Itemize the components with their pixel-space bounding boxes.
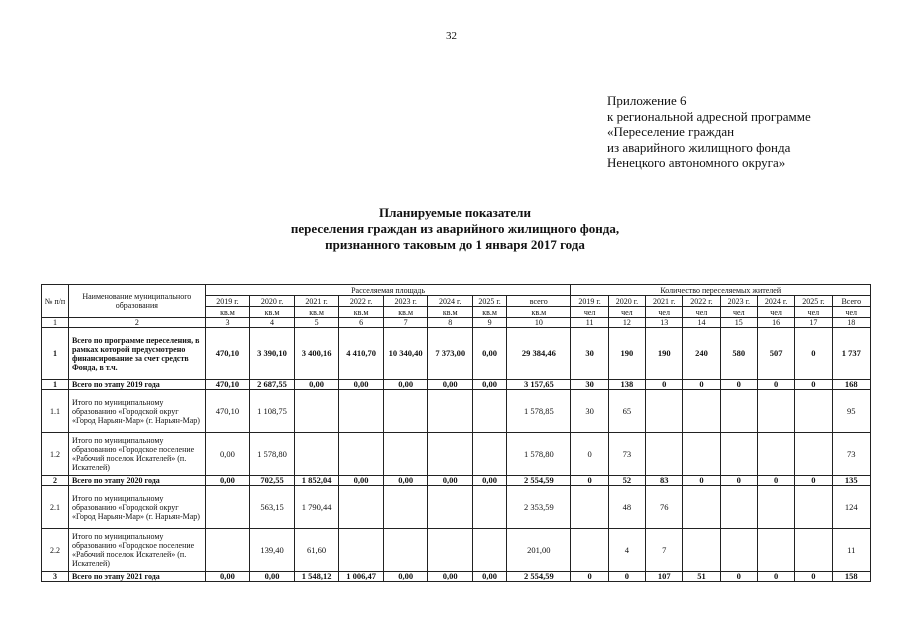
area-value: 1 790,44 xyxy=(294,486,339,529)
people-value: 73 xyxy=(608,433,645,476)
area-value: 1 548,12 xyxy=(294,572,339,582)
people-value: 11 xyxy=(832,529,870,572)
row-name: Итого по муниципальному образованию «Городской округ «Город Нарьян-Мар» (г. Нарьян-Мар) xyxy=(68,486,205,529)
people-value: 0 xyxy=(683,476,720,486)
area-value xyxy=(339,433,384,476)
appendix-line: из аварийного жилищного фонда xyxy=(607,139,791,155)
row-number: 1.2 xyxy=(42,433,69,476)
people-value xyxy=(795,433,832,476)
people-value xyxy=(683,529,720,572)
people-value: 30 xyxy=(571,328,608,380)
people-value xyxy=(757,390,794,433)
municipality-row xyxy=(42,433,871,476)
people-value: 507 xyxy=(757,328,794,380)
header-area-unit: кв.м xyxy=(339,307,384,318)
people-value: 83 xyxy=(646,476,683,486)
appendix-block xyxy=(607,93,811,171)
people-value: 0 xyxy=(757,476,794,486)
header-people-year: 2021 г. xyxy=(646,296,683,307)
area-value xyxy=(428,529,473,572)
header-area-unit: кв.м xyxy=(507,307,571,318)
column-number: 12 xyxy=(608,318,645,328)
column-number: 15 xyxy=(720,318,757,328)
resettlement-table xyxy=(41,284,871,582)
stage-total-row xyxy=(42,476,871,486)
area-value xyxy=(383,433,428,476)
people-value xyxy=(683,390,720,433)
area-value: 0,00 xyxy=(339,380,384,390)
area-value: 0,00 xyxy=(383,476,428,486)
area-value: 563,15 xyxy=(250,486,295,529)
people-value: 30 xyxy=(571,390,608,433)
area-value: 2 353,59 xyxy=(507,486,571,529)
people-value: 0 xyxy=(571,572,608,582)
area-value: 3 157,65 xyxy=(507,380,571,390)
title-line: признанного таковым до 1 января 2017 года xyxy=(325,237,585,252)
area-value: 2 554,59 xyxy=(507,572,571,582)
area-value: 0,00 xyxy=(472,328,506,380)
header-people-unit: чел xyxy=(571,307,608,318)
people-value: 107 xyxy=(646,572,683,582)
header-people-year: 2022 г. xyxy=(683,296,720,307)
municipality-row xyxy=(42,486,871,529)
people-value: 48 xyxy=(608,486,645,529)
area-value xyxy=(339,486,384,529)
area-value: 702,55 xyxy=(250,476,295,486)
area-value: 470,10 xyxy=(205,328,250,380)
header-area-unit: кв.м xyxy=(383,307,428,318)
area-value xyxy=(205,486,250,529)
header-people-unit: чел xyxy=(832,307,870,318)
people-value: 0 xyxy=(683,380,720,390)
people-value: 240 xyxy=(683,328,720,380)
people-value xyxy=(720,529,757,572)
header-area-unit: кв.м xyxy=(472,307,506,318)
header-people-unit: чел xyxy=(795,307,832,318)
people-value: 580 xyxy=(720,328,757,380)
people-value: 73 xyxy=(832,433,870,476)
header-area-year: 2019 г. xyxy=(205,296,250,307)
people-value: 0 xyxy=(795,476,832,486)
people-value: 158 xyxy=(832,572,870,582)
area-value: 0,00 xyxy=(472,476,506,486)
area-value xyxy=(383,390,428,433)
document-title xyxy=(260,205,650,253)
row-name: Всего по этапу 2020 года xyxy=(68,476,205,486)
people-value: 1 737 xyxy=(832,328,870,380)
column-number: 8 xyxy=(428,318,473,328)
people-value: 0 xyxy=(795,328,832,380)
people-value: 124 xyxy=(832,486,870,529)
area-value: 4 410,70 xyxy=(339,328,384,380)
municipality-row xyxy=(42,529,871,572)
header-area-year: всего xyxy=(507,296,571,307)
stage-total-row xyxy=(42,380,871,390)
header-people-unit: чел xyxy=(646,307,683,318)
area-value: 29 384,46 xyxy=(507,328,571,380)
area-value: 2 687,55 xyxy=(250,380,295,390)
area-value: 139,40 xyxy=(250,529,295,572)
column-number: 9 xyxy=(472,318,506,328)
area-value xyxy=(472,486,506,529)
people-value: 0 xyxy=(571,433,608,476)
area-value: 1 578,80 xyxy=(507,433,571,476)
row-name: Итого по муниципальному образованию «Городской округ «Город Нарьян-Мар» (г. Нарьян-Мар) xyxy=(68,390,205,433)
people-value xyxy=(646,390,683,433)
people-value xyxy=(720,390,757,433)
header-people-year: 2020 г. xyxy=(608,296,645,307)
people-value: 51 xyxy=(683,572,720,582)
appendix-line: Приложение 6 xyxy=(607,93,687,108)
area-value: 470,10 xyxy=(205,390,250,433)
column-number: 6 xyxy=(339,318,384,328)
row-name: Итого по муниципальному образованию «Городское поселение «Рабочий поселок Искателей» (п. Искателей) xyxy=(68,529,205,572)
header-area-year: 2021 г. xyxy=(294,296,339,307)
area-value: 470,10 xyxy=(205,380,250,390)
area-value xyxy=(205,529,250,572)
people-value: 190 xyxy=(608,328,645,380)
header-people-unit: чел xyxy=(608,307,645,318)
header-people-year: 2025 г. xyxy=(795,296,832,307)
area-value xyxy=(472,390,506,433)
header-name: Наименование муниципального образования xyxy=(68,285,205,318)
column-number: 17 xyxy=(795,318,832,328)
people-value: 0 xyxy=(795,572,832,582)
people-value xyxy=(795,486,832,529)
area-value: 0,00 xyxy=(428,572,473,582)
header-area-unit: кв.м xyxy=(250,307,295,318)
title-line: Планируемые показатели xyxy=(379,205,531,220)
appendix-line: Ненецкого автономного округа» xyxy=(607,155,786,171)
municipality-row xyxy=(42,390,871,433)
column-number: 3 xyxy=(205,318,250,328)
people-value xyxy=(720,486,757,529)
title-line: переселения граждан из аварийного жилищного фонда, xyxy=(290,221,620,236)
column-number: 18 xyxy=(832,318,870,328)
people-value: 65 xyxy=(608,390,645,433)
row-name: Всего по программе переселения, в рамках которой предусмотрено финансирование за счет средств Фонда, в т.ч. xyxy=(68,328,205,380)
row-number: 3 xyxy=(42,572,69,582)
area-value: 1 108,75 xyxy=(250,390,295,433)
area-value: 0,00 xyxy=(339,476,384,486)
people-value: 52 xyxy=(608,476,645,486)
row-name: Итого по муниципальному образованию «Городское поселение «Рабочий поселок Искателей» (п. Искателей) xyxy=(68,433,205,476)
column-number: 2 xyxy=(68,318,205,328)
people-value: 168 xyxy=(832,380,870,390)
area-value xyxy=(472,529,506,572)
area-value: 0,00 xyxy=(250,572,295,582)
header-people-unit: чел xyxy=(683,307,720,318)
column-number: 10 xyxy=(507,318,571,328)
header-people-unit: чел xyxy=(720,307,757,318)
people-value: 95 xyxy=(832,390,870,433)
area-value: 0,00 xyxy=(428,380,473,390)
people-value: 190 xyxy=(646,328,683,380)
column-number: 13 xyxy=(646,318,683,328)
column-number: 14 xyxy=(683,318,720,328)
area-value: 0,00 xyxy=(472,572,506,582)
area-value: 3 390,10 xyxy=(250,328,295,380)
area-value: 10 340,40 xyxy=(383,328,428,380)
people-value: 0 xyxy=(571,476,608,486)
people-value: 76 xyxy=(646,486,683,529)
row-number: 1 xyxy=(42,328,69,380)
header-area-unit: кв.м xyxy=(205,307,250,318)
area-value xyxy=(383,486,428,529)
program-total-row xyxy=(42,328,871,380)
area-value: 0,00 xyxy=(383,572,428,582)
area-value: 3 400,16 xyxy=(294,328,339,380)
appendix-line: «Переселение граждан xyxy=(607,124,735,140)
area-value: 0,00 xyxy=(205,476,250,486)
area-value: 61,60 xyxy=(294,529,339,572)
header-people-year: 2023 г. xyxy=(720,296,757,307)
header-area-year: 2025 г. xyxy=(472,296,506,307)
people-value: 4 xyxy=(608,529,645,572)
header-area-group: Расселяемая площадь xyxy=(205,285,571,296)
people-value xyxy=(757,433,794,476)
column-number: 5 xyxy=(294,318,339,328)
area-value xyxy=(428,433,473,476)
row-number: 2 xyxy=(42,476,69,486)
row-name: Всего по этапу 2019 года xyxy=(68,380,205,390)
appendix-line: к региональной адресной программе xyxy=(607,108,811,124)
column-number: 7 xyxy=(383,318,428,328)
area-value xyxy=(339,529,384,572)
header-area-year: 2022 г. xyxy=(339,296,384,307)
header-area-unit: кв.м xyxy=(294,307,339,318)
row-number: 2.2 xyxy=(42,529,69,572)
people-value: 138 xyxy=(608,380,645,390)
people-value: 30 xyxy=(571,380,608,390)
area-value: 0,00 xyxy=(383,380,428,390)
people-value xyxy=(683,433,720,476)
people-value xyxy=(720,433,757,476)
area-value xyxy=(472,433,506,476)
row-number: 1 xyxy=(42,380,69,390)
people-value: 135 xyxy=(832,476,870,486)
header-area-year: 2020 г. xyxy=(250,296,295,307)
people-value xyxy=(571,529,608,572)
page-number: 32 xyxy=(446,30,457,42)
area-value: 0,00 xyxy=(205,572,250,582)
area-value xyxy=(294,390,339,433)
area-value: 7 373,00 xyxy=(428,328,473,380)
people-value xyxy=(757,529,794,572)
row-number: 2.1 xyxy=(42,486,69,529)
header-area-year: 2023 г. xyxy=(383,296,428,307)
people-value: 0 xyxy=(720,380,757,390)
people-value xyxy=(795,390,832,433)
header-people-group: Количество переселяемых жителей xyxy=(571,285,871,296)
people-value: 0 xyxy=(795,380,832,390)
area-value: 2 554,59 xyxy=(507,476,571,486)
row-number: 1.1 xyxy=(42,390,69,433)
header-people-unit: чел xyxy=(757,307,794,318)
header-people-year: 2019 г. xyxy=(571,296,608,307)
people-value xyxy=(646,433,683,476)
people-value: 0 xyxy=(608,572,645,582)
area-value: 1 578,85 xyxy=(507,390,571,433)
area-value: 1 852,04 xyxy=(294,476,339,486)
people-value xyxy=(795,529,832,572)
area-value xyxy=(294,433,339,476)
area-value: 0,00 xyxy=(205,433,250,476)
people-value: 0 xyxy=(757,572,794,582)
header-area-unit: кв.м xyxy=(428,307,473,318)
column-number: 11 xyxy=(571,318,608,328)
area-value: 0,00 xyxy=(294,380,339,390)
column-number: 1 xyxy=(42,318,69,328)
header-people-year: Всего xyxy=(832,296,870,307)
stage-total-row xyxy=(42,572,871,582)
header-people-year: 2024 г. xyxy=(757,296,794,307)
people-value: 0 xyxy=(757,380,794,390)
people-value xyxy=(757,486,794,529)
people-value: 0 xyxy=(720,572,757,582)
area-value: 0,00 xyxy=(472,380,506,390)
area-value xyxy=(428,486,473,529)
area-value xyxy=(383,529,428,572)
people-value: 0 xyxy=(720,476,757,486)
header-num: № п/п xyxy=(42,285,69,318)
area-value xyxy=(339,390,384,433)
people-value: 0 xyxy=(646,380,683,390)
area-value: 201,00 xyxy=(507,529,571,572)
area-value: 1 578,80 xyxy=(250,433,295,476)
header-area-year: 2024 г. xyxy=(428,296,473,307)
area-value xyxy=(428,390,473,433)
people-value xyxy=(683,486,720,529)
people-value xyxy=(571,486,608,529)
row-name: Всего по этапу 2021 года xyxy=(68,572,205,582)
people-value: 7 xyxy=(646,529,683,572)
area-value: 1 006,47 xyxy=(339,572,384,582)
column-number: 16 xyxy=(757,318,794,328)
column-number: 4 xyxy=(250,318,295,328)
area-value: 0,00 xyxy=(428,476,473,486)
